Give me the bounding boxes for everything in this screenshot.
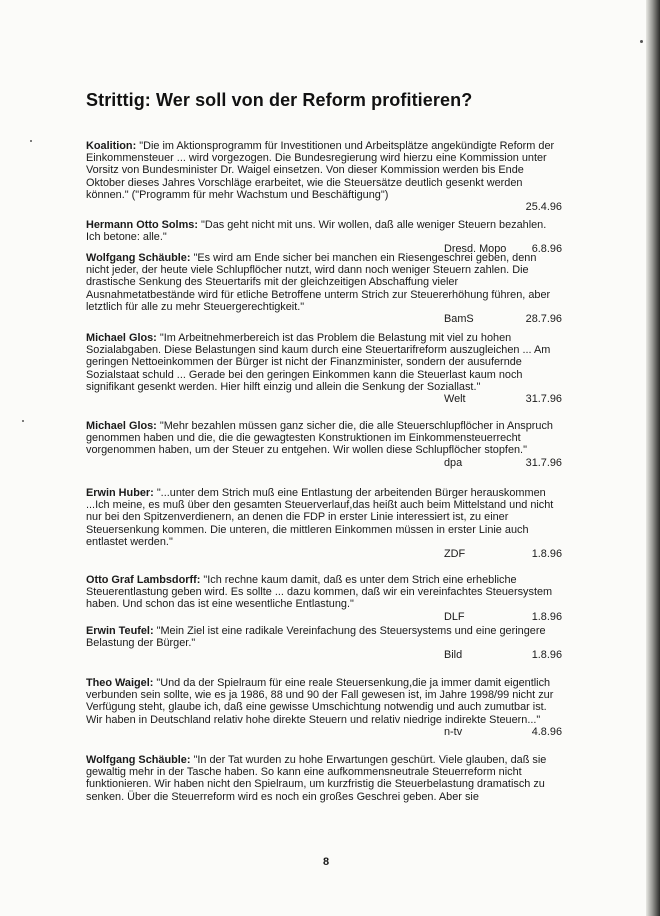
quote-text: "Und da der Spielraum für eine reale Steuersenkung,die ja immer damit eigentlich verbunden sein sollte, wie es ja 1986, 88 und 90 der Fall gewesen ist, im Jahre 1998/99 nicht zur Verfügung steht, glaube ich, daß eine gewisse Umschichtung notwendig und auch zumutbar ist. Wir haben in Deutschland relativ hohe direkte Steuern und relativ niedrige indirekte Steuern..." — [86, 677, 554, 726]
quote-speaker: Michael Glos: — [86, 420, 157, 432]
quote-source: dpa — [444, 456, 463, 469]
quote-text: "Ich rechne kaum damit, daß es unter dem Strich eine erhebliche Steuerentlastung geben wird. Es sollte ... dazu kommen, daß wir ein vereinfachtes Steuersystem haben. Und schon das ist eine wesentliche Entlastung." — [86, 574, 553, 611]
quote-source: ZDF — [444, 548, 466, 561]
quote-entry — [86, 625, 562, 662]
scan-edge-shadow — [646, 0, 660, 916]
quote-date: 6.8.96 — [531, 243, 562, 256]
page-number: 8 — [323, 856, 330, 868]
quote-text: "Mein Ziel ist eine radikale Vereinfachung des Steuersystems und eine geringere Belastung der Bürger." — [86, 625, 546, 650]
quote-text: "Mehr bezahlen müssen ganz sicher die, die alle Steuerschlupflöcher in Anspruch genommen haben und die, die die gewagtesten Konstruktionen im Einkommensteuerrecht vorgenommen haben, um der Steuer zu entgehen. Wir wollen diese Schlupflöcher stopfen." — [86, 420, 553, 457]
quote-source — [444, 201, 518, 213]
quote-date: 1.8.96 — [531, 649, 562, 662]
quote-entry — [86, 420, 562, 469]
quote-speaker: Erwin Teufel: — [86, 625, 154, 637]
quote-date: 25.4.96 — [525, 201, 562, 214]
quote-text: "In der Tat wurden zu hohe Erwartungen geschürt. Viele glauben, daß sie gewaltig mehr in der Tasche haben. So kann eine aufkommensneutrale Steuerreform nicht funktionieren. Wir haben nicht den Spielraum, um kurzfristig die Steuerbelastung dramatisch zu senken. Über die Steuerreform wird es noch ein großes Geschrei geben. Aber sie — [86, 754, 547, 803]
quote-text: "Die im Aktionsprogramm für Investitionen und Arbeitsplätze angekündigte Reform der Einkommensteuer ... wird vorgezogen. Die Bundesregierung wird hierzu eine Kommission unter Vorsitz von Bundesminister Dr. Waigel einsetzen. Von dieser Kommission werden bis Ende Oktober dieses Jahres Vorschläge erarbeitet, wie die Steuersätze deutlich gesenkt werden können." ("Programm für mehr Wachstum und Beschäftigung") — [86, 140, 555, 201]
quote-entry — [86, 754, 562, 803]
quote-source: Bild — [444, 649, 463, 662]
scan-speck — [640, 40, 643, 43]
quote-speaker: Wolfgang Schäuble: — [86, 252, 191, 264]
quote-speaker: Wolfgang Schäuble: — [86, 754, 191, 766]
scan-speck — [30, 140, 32, 142]
quote-speaker: Hermann Otto Solms: — [86, 219, 198, 231]
quote-text: "Es wird am Ende sicher bei manchen ein Riesengeschrei geben, denn nicht jeder, der heute viele Schlupflöcher nutzt, wird dann noch weniger Steuern zahlen. Die drastische Senkung des Steuertarifs mit der gleichzeitigen Abschaffung vieler Ausnahmetatbestände wird für etliche Betroffene unterm Strich zur Steuererhöhung führen, aber letztlich für alle zu mehr Steuergerechtigkeit." — [86, 252, 551, 313]
page-title: Strittig: Wer soll von der Reform profitieren? — [86, 90, 473, 110]
quote-entry — [86, 574, 562, 623]
quote-speaker: Michael Glos: — [86, 332, 157, 344]
scan-speck — [22, 420, 24, 422]
quote-date: 28.7.96 — [525, 313, 562, 326]
quote-text: "Das geht nicht mit uns. Wir wollen, daß alle weniger Steuern bezahlen. Ich betone: alle." — [86, 219, 547, 244]
quote-speaker: Koalition: — [86, 140, 137, 152]
quote-text: "Im Arbeitnehmerbereich ist das Problem die Belastung mit viel zu hohen Sozialabgaben. Diese Belastungen sind kaum durch eine Steuertarifreform auszugleichen ... Am geringen Nettoeinkommen der Bürger ist nicht der Finanzminister, sondern der ausufernde Sozialstaat schuld ... Gerade bei den geringen Einkommen kann die Steuerlast kaum noch signifikant gesenkt werden. Hier hilft einzig und allein die Senkung der Soziallast." — [86, 332, 551, 393]
quote-date: 4.8.96 — [531, 725, 562, 738]
quote-text: "...unter dem Strich muß eine Entlastung der arbeitenden Bürger herauskommen ...Ich meine, es muß über den gesamten Steuerverlauf,das heißt auch beim Mittelstand und nicht nur bei den Spitzenverdienern, an denen die FDP in erster Linie interessiert ist, zu einer Steuersenkung kommen. Die unteren, die mittleren Einkommen müssen in erster Linie auch entlastet werden." — [86, 487, 554, 548]
quote-speaker: Theo Waigel: — [86, 677, 154, 689]
quote-entry — [86, 219, 562, 256]
quote-source: n-tv — [444, 725, 463, 738]
quote-speaker: Otto Graf Lambsdorff: — [86, 574, 201, 586]
quote-source: Welt — [444, 393, 466, 406]
quote-source: Dresd. Mopo — [444, 243, 507, 256]
quote-entry — [86, 332, 562, 405]
quote-speaker: Erwin Huber: — [86, 487, 154, 499]
quote-entry — [86, 677, 562, 738]
quote-entry — [86, 252, 562, 325]
quote-source: DLF — [444, 610, 465, 623]
quote-date: 31.7.96 — [525, 456, 562, 469]
quote-date: 31.7.96 — [525, 393, 562, 406]
quote-entry — [86, 487, 562, 560]
quote-source: BamS — [444, 313, 474, 326]
quote-entry — [86, 140, 562, 213]
quote-date: 1.8.96 — [531, 610, 562, 623]
quote-date: 1.8.96 — [531, 548, 562, 561]
